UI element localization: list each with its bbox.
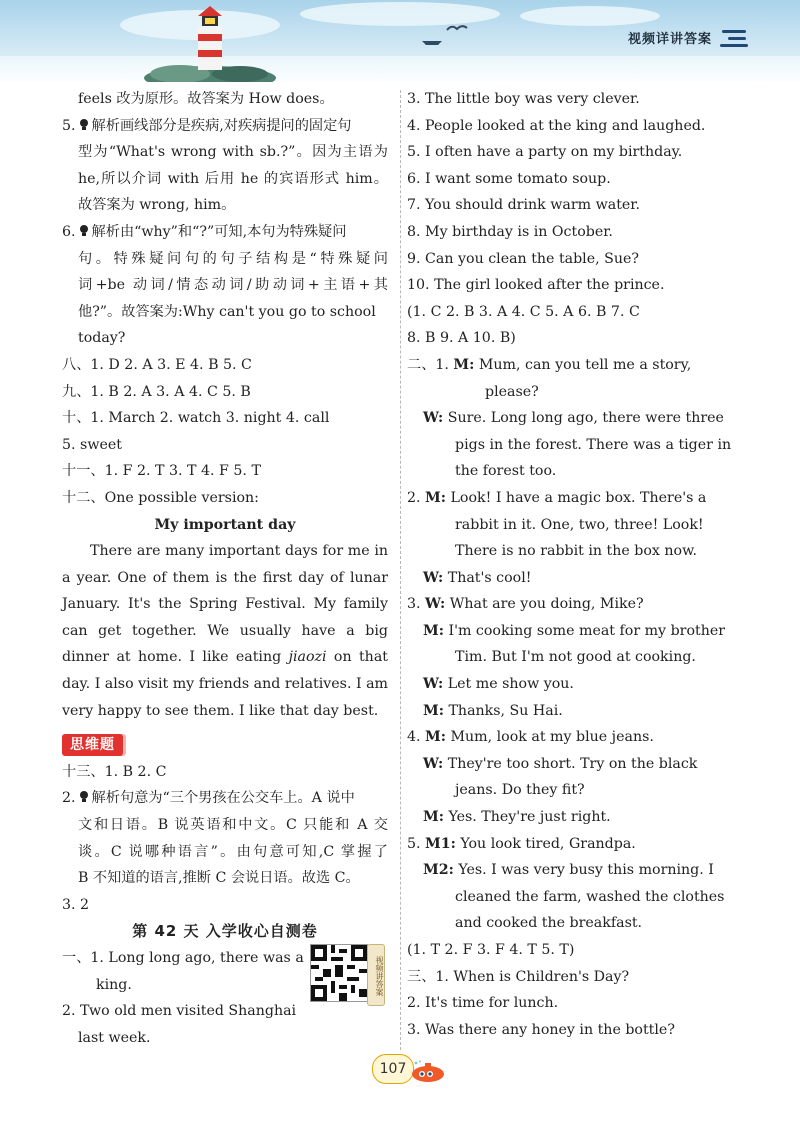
right-column [407, 86, 737, 1043]
dialogue-line: 3. W: What are you doing, Mike? [407, 596, 644, 613]
answer-5: 5. 解析画线部分是疾病,对疾病提问的固定句 [62, 117, 352, 134]
text-line: 谈。C 说哪种语言”。由句意可知,C 掌握了 [78, 843, 388, 860]
text-line: cleaned the farm, washed the clothes [455, 888, 725, 905]
text-line: 9. Can you clean the table, Sue? [407, 250, 639, 267]
boat-icon [420, 36, 444, 46]
text-line: last week. [78, 1029, 151, 1046]
text-line: and cooked the breakfast. [455, 915, 643, 932]
text-line: 4. People looked at the king and laughed. [407, 117, 706, 134]
essay-title: My important day [154, 516, 296, 533]
text-line: he,所以介词 with 后用 he 的宾语形式 him。 [78, 170, 388, 187]
dialogue-line: M2: Yes. I was very busy this morning. I [423, 862, 714, 879]
thinking-tag: 思维题 [62, 734, 123, 756]
text-line: 句。特殊疑问句的句子结构是“特殊疑问 [78, 250, 388, 267]
answer-section-12: 十二、One possible version: [62, 489, 259, 506]
text-line: 型为“What's wrong with sb.?”。因为主语为 [78, 144, 388, 161]
dialogue-line: M: Yes. They're just right. [423, 809, 611, 826]
text-line: jeans. Do they fit? [455, 782, 585, 799]
dialogue-line: 2. M: Look! I have a magic box. There's a [407, 489, 707, 506]
text-line: 一、1. Long long ago, there was a [62, 950, 304, 966]
text-line: (1. T 2. F 3. F 4. T 5. T) [407, 942, 575, 958]
qr-code-icon [311, 945, 367, 1001]
essay-paragraph: There are many important days for me in a year. One of them is the first day of lunar January. It's the Spring Festival. My family can get together. We usually have a big dinner at home. I like eating jiaozi on that day. I also visit my friends and relatives. I am very happy to see them. I like that day best. [62, 543, 389, 719]
answer-section-9: 九、1. B 2. A 3. A 4. C 5. B [62, 383, 251, 400]
dialogue-line: 二、1. M: Mum, can you tell me a story, [407, 356, 692, 373]
section-title: 第 42 天 入学收心自测卷 [132, 922, 318, 941]
text-line: 10. The girl looked after the prince. [407, 277, 665, 294]
text-line: 三、1. When is Children's Day? [407, 968, 630, 985]
text-line: 文和日语。B 说英语和中文。C 只能和 A 交 [78, 817, 388, 834]
bird-icon [445, 22, 469, 34]
dialogue-line: M: Thanks, Su Hai. [423, 702, 563, 719]
text-line: 5. sweet [62, 436, 122, 453]
answer-section-11: 十一、1. F 2. T 3. T 4. F 5. T [62, 463, 261, 480]
text-line: 8. My birthday is in October. [407, 223, 613, 240]
dialogue-line: W: They're too short. Try on the black [423, 755, 698, 772]
answer-13-2: 2. 解析句意为“三个男孩在公交车上。A 说中 [62, 790, 355, 807]
text-line: today? [78, 330, 126, 347]
left-column [62, 86, 388, 1051]
text-line: 他?”。故答案为:Why can't you go to school [78, 303, 376, 320]
thinking-section [62, 730, 388, 759]
text-line: 故答案为 wrong, him。 [78, 197, 236, 214]
answer-section-8: 八、1. D 2. A 3. E 4. B 5. C [62, 356, 252, 373]
dialogue-line: W: Let me show you. [423, 676, 574, 693]
text-line: please? [485, 383, 539, 400]
text-line: (1. C 2. B 3. A 4. C 5. A 6. B 7. C [407, 303, 640, 320]
text-line: feels 改为原形。故答案为 How does。 [78, 91, 334, 107]
header-banner [0, 0, 800, 82]
text-line: 3. The little boy was very clever. [407, 91, 640, 107]
qr-label: 视频讲答案 [367, 944, 385, 1006]
qr-code[interactable] [310, 944, 368, 1002]
header-logo-icon [720, 24, 748, 50]
text-line: There is no rabbit in the box now. [455, 543, 698, 560]
submarine-icon [408, 1060, 448, 1084]
text-line: 3. Was there any honey in the bottle? [407, 1021, 675, 1038]
lightbulb-icon [78, 118, 90, 131]
text-line: B 不知道的语言,推断 C 会说日语。故选 C。 [78, 870, 360, 887]
dialogue-line: W: That's cool! [423, 569, 532, 586]
text-line: Tim. But I'm not good at cooking. [455, 649, 696, 666]
column-divider [400, 90, 401, 1050]
text-line: pigs in the forest. There was a tiger in [455, 436, 732, 453]
lightbulb-icon [78, 790, 90, 803]
text-line: 5. I often have a party on my birthday. [407, 144, 683, 161]
answer-section-10: 十、1. March 2. watch 3. night 4. call [62, 410, 330, 427]
text-line: rabbit in it. One, two, three! Look! [455, 516, 704, 533]
text-line: the forest too. [455, 463, 557, 480]
dialogue-line: 5. M1: You look tired, Grandpa. [407, 835, 636, 852]
text-line: 2. It's time for lunch. [407, 995, 559, 1012]
answer-section-13: 十三、1. B 2. C [62, 763, 167, 780]
dialogue-line: W: Sure. Long long ago, there were three [423, 410, 724, 427]
text-line: 7. You should drink warm water. [407, 197, 641, 214]
dialogue-line: 4. M: Mum, look at my blue jeans. [407, 729, 654, 746]
text-line: 2. Two old men visited Shanghai [62, 1003, 297, 1020]
header-title: 视频详讲答案 [627, 32, 712, 47]
text-line: 6. I want some tomato soup. [407, 170, 611, 187]
text-line: 词+be 动词/情态动词/助动词+主语+其 [78, 277, 388, 294]
dialogue-line: M: I'm cooking some meat for my brother [423, 622, 726, 639]
lighthouse-icon [140, 6, 280, 82]
text-line: 8. B 9. A 10. B) [407, 330, 516, 347]
lightbulb-icon [78, 224, 90, 237]
text-line: king. [96, 976, 132, 993]
answer-6: 6. 解析由“why”和“?”可知,本句为特殊疑问 [62, 223, 347, 240]
page-number: 107 [372, 1054, 414, 1084]
text-line: 3. 2 [62, 896, 90, 913]
